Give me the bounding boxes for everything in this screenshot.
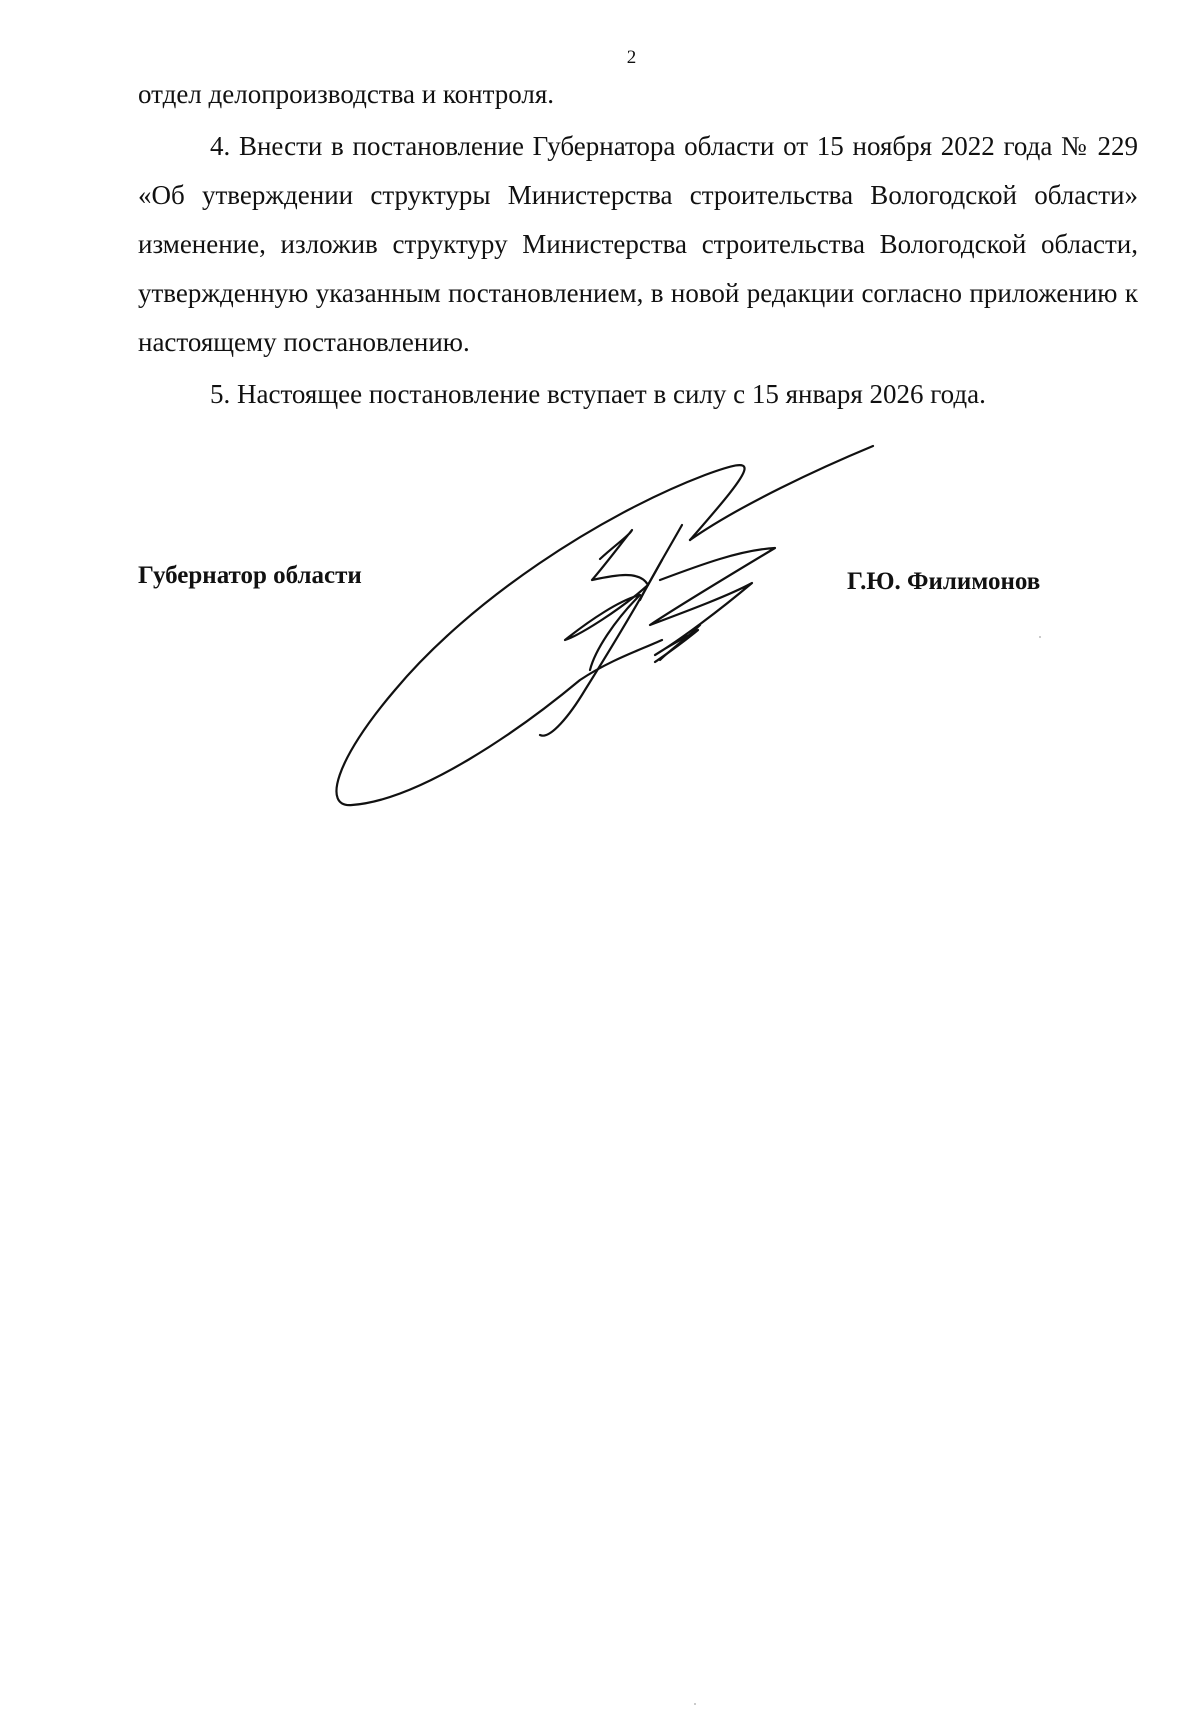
paragraph-4: 4. Внести в постановление Губернатора области от 15 ноября 2022 года № 229 «Об утверждении структуры Министерства строительства Вологодской области» изменение, изложив структуру Министерства строительства Вологодской области, утвержденную указанным постановлением, в новой редакции согласно приложению к настоящему постановлению. — [138, 131, 1138, 357]
page-number: 2 — [626, 47, 637, 68]
signatory-position: Губернатор области — [138, 562, 362, 589]
paragraph-5: 5. Настоящее постановление вступает в силу с 15 января 2026 года. — [210, 379, 986, 409]
paragraph-continuation: отдел делопроизводства и контроля. — [138, 79, 555, 109]
scan-speck — [694, 1703, 696, 1705]
signatory-name: Г.Ю. Филимонов — [847, 568, 1041, 595]
document-body — [138, 70, 1138, 419]
scan-speck — [1039, 636, 1041, 638]
